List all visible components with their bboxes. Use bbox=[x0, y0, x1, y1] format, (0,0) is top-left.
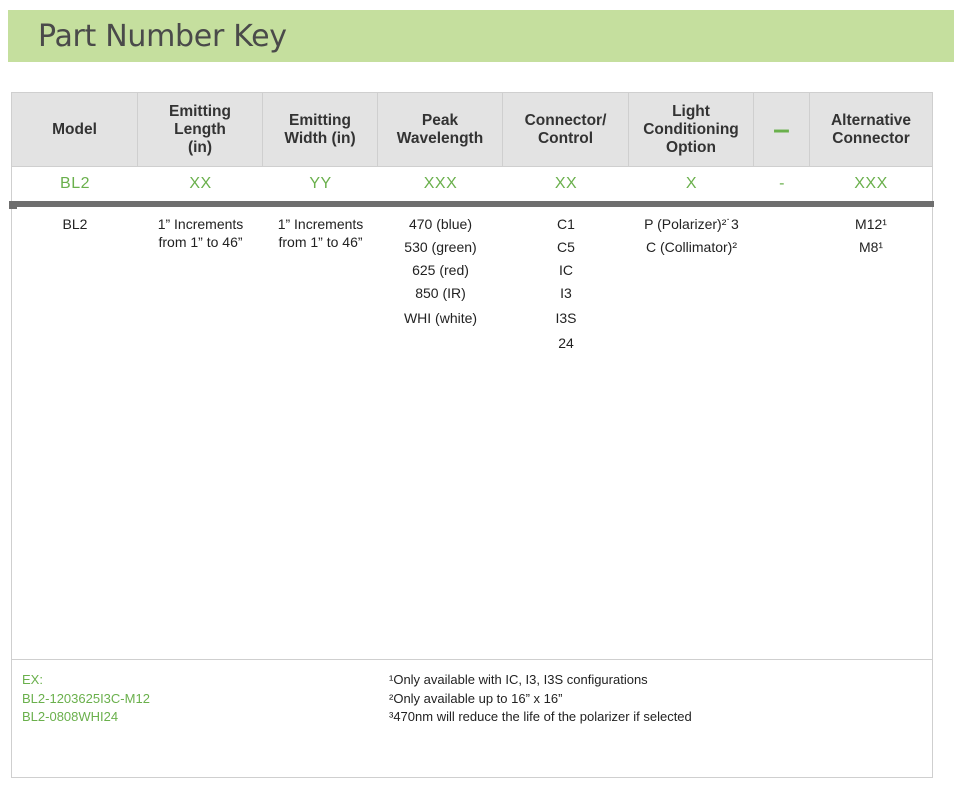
code-connector: XX bbox=[554, 175, 578, 192]
examples bbox=[22, 671, 150, 727]
light-option: C (Collimator)² bbox=[646, 239, 737, 255]
width-options bbox=[263, 215, 378, 251]
header-alternative-connector: Alternative Connector bbox=[830, 111, 912, 147]
divider-line bbox=[12, 201, 934, 207]
length-options bbox=[138, 215, 263, 251]
model-option: BL2 bbox=[62, 216, 88, 232]
header-emitting-length: Emitting Length (in) bbox=[138, 93, 263, 166]
code-row bbox=[12, 167, 932, 201]
alternative-option: M8¹ bbox=[858, 239, 884, 255]
part-number-table bbox=[11, 92, 933, 778]
code-width: YY bbox=[309, 175, 332, 192]
header-row bbox=[12, 93, 932, 167]
page-title: Part Number Key bbox=[38, 19, 287, 54]
header-peak-wavelength: Peak Wavelength bbox=[378, 93, 503, 166]
code-dash: - bbox=[779, 175, 785, 192]
connector-option: IC bbox=[559, 262, 573, 278]
header-connector-control: Connector/ Control bbox=[503, 93, 629, 166]
wavelength-option: 470 (blue) bbox=[408, 216, 473, 232]
length-line: 1” Increments bbox=[157, 216, 244, 232]
footnotes bbox=[389, 671, 692, 727]
connector-option: 24 bbox=[558, 335, 574, 351]
code-wavelength: XXX bbox=[423, 175, 458, 192]
model-options bbox=[12, 215, 138, 238]
header-model: Model bbox=[12, 93, 138, 166]
footnote: ¹Only available with IC, I3, I3S configurations bbox=[389, 672, 648, 687]
width-line: from 1” to 46” bbox=[278, 234, 363, 250]
length-line: from 1” to 46” bbox=[158, 234, 243, 250]
light-option: P (Polarizer)²˙3 bbox=[644, 216, 739, 232]
wavelength-options bbox=[378, 215, 503, 332]
code-length: XX bbox=[189, 175, 212, 192]
header-emitting-width: Emitting Width (in) bbox=[263, 93, 378, 166]
alternative-options bbox=[810, 215, 932, 261]
footnote: ²Only available up to 16” x 16” bbox=[389, 690, 563, 706]
wavelength-option: WHI (white) bbox=[403, 310, 478, 326]
connector-option: C1 bbox=[557, 216, 575, 232]
header-light-conditioning: Light Conditioning Option bbox=[629, 93, 754, 166]
wavelength-option: 850 (IR) bbox=[415, 285, 466, 301]
footnote: ³470nm will reduce the life of the polarizer if selected bbox=[389, 709, 692, 724]
connector-option: I3S bbox=[555, 310, 577, 326]
title-bar bbox=[8, 10, 954, 62]
code-light: X bbox=[685, 175, 698, 192]
wavelength-option: 625 (red) bbox=[412, 262, 469, 278]
wavelength-option: 530 (green) bbox=[404, 239, 477, 255]
example-part-number: BL2-0808WHI24 bbox=[22, 709, 119, 724]
light-options bbox=[629, 215, 754, 261]
header-dash: – bbox=[754, 93, 810, 166]
connector-options bbox=[503, 215, 629, 357]
code-model: BL2 bbox=[60, 175, 90, 192]
divider-tick bbox=[9, 201, 17, 209]
example-part-number: BL2-1203625I3C-M12 bbox=[22, 690, 150, 706]
example-label: EX: bbox=[22, 672, 43, 687]
connector-option: C5 bbox=[557, 239, 575, 255]
footer-divider bbox=[12, 659, 932, 660]
connector-option: I3 bbox=[560, 285, 572, 301]
alternative-option: M12¹ bbox=[855, 216, 887, 232]
code-alternative: XXX bbox=[854, 175, 888, 192]
width-line: 1” Increments bbox=[277, 216, 364, 232]
